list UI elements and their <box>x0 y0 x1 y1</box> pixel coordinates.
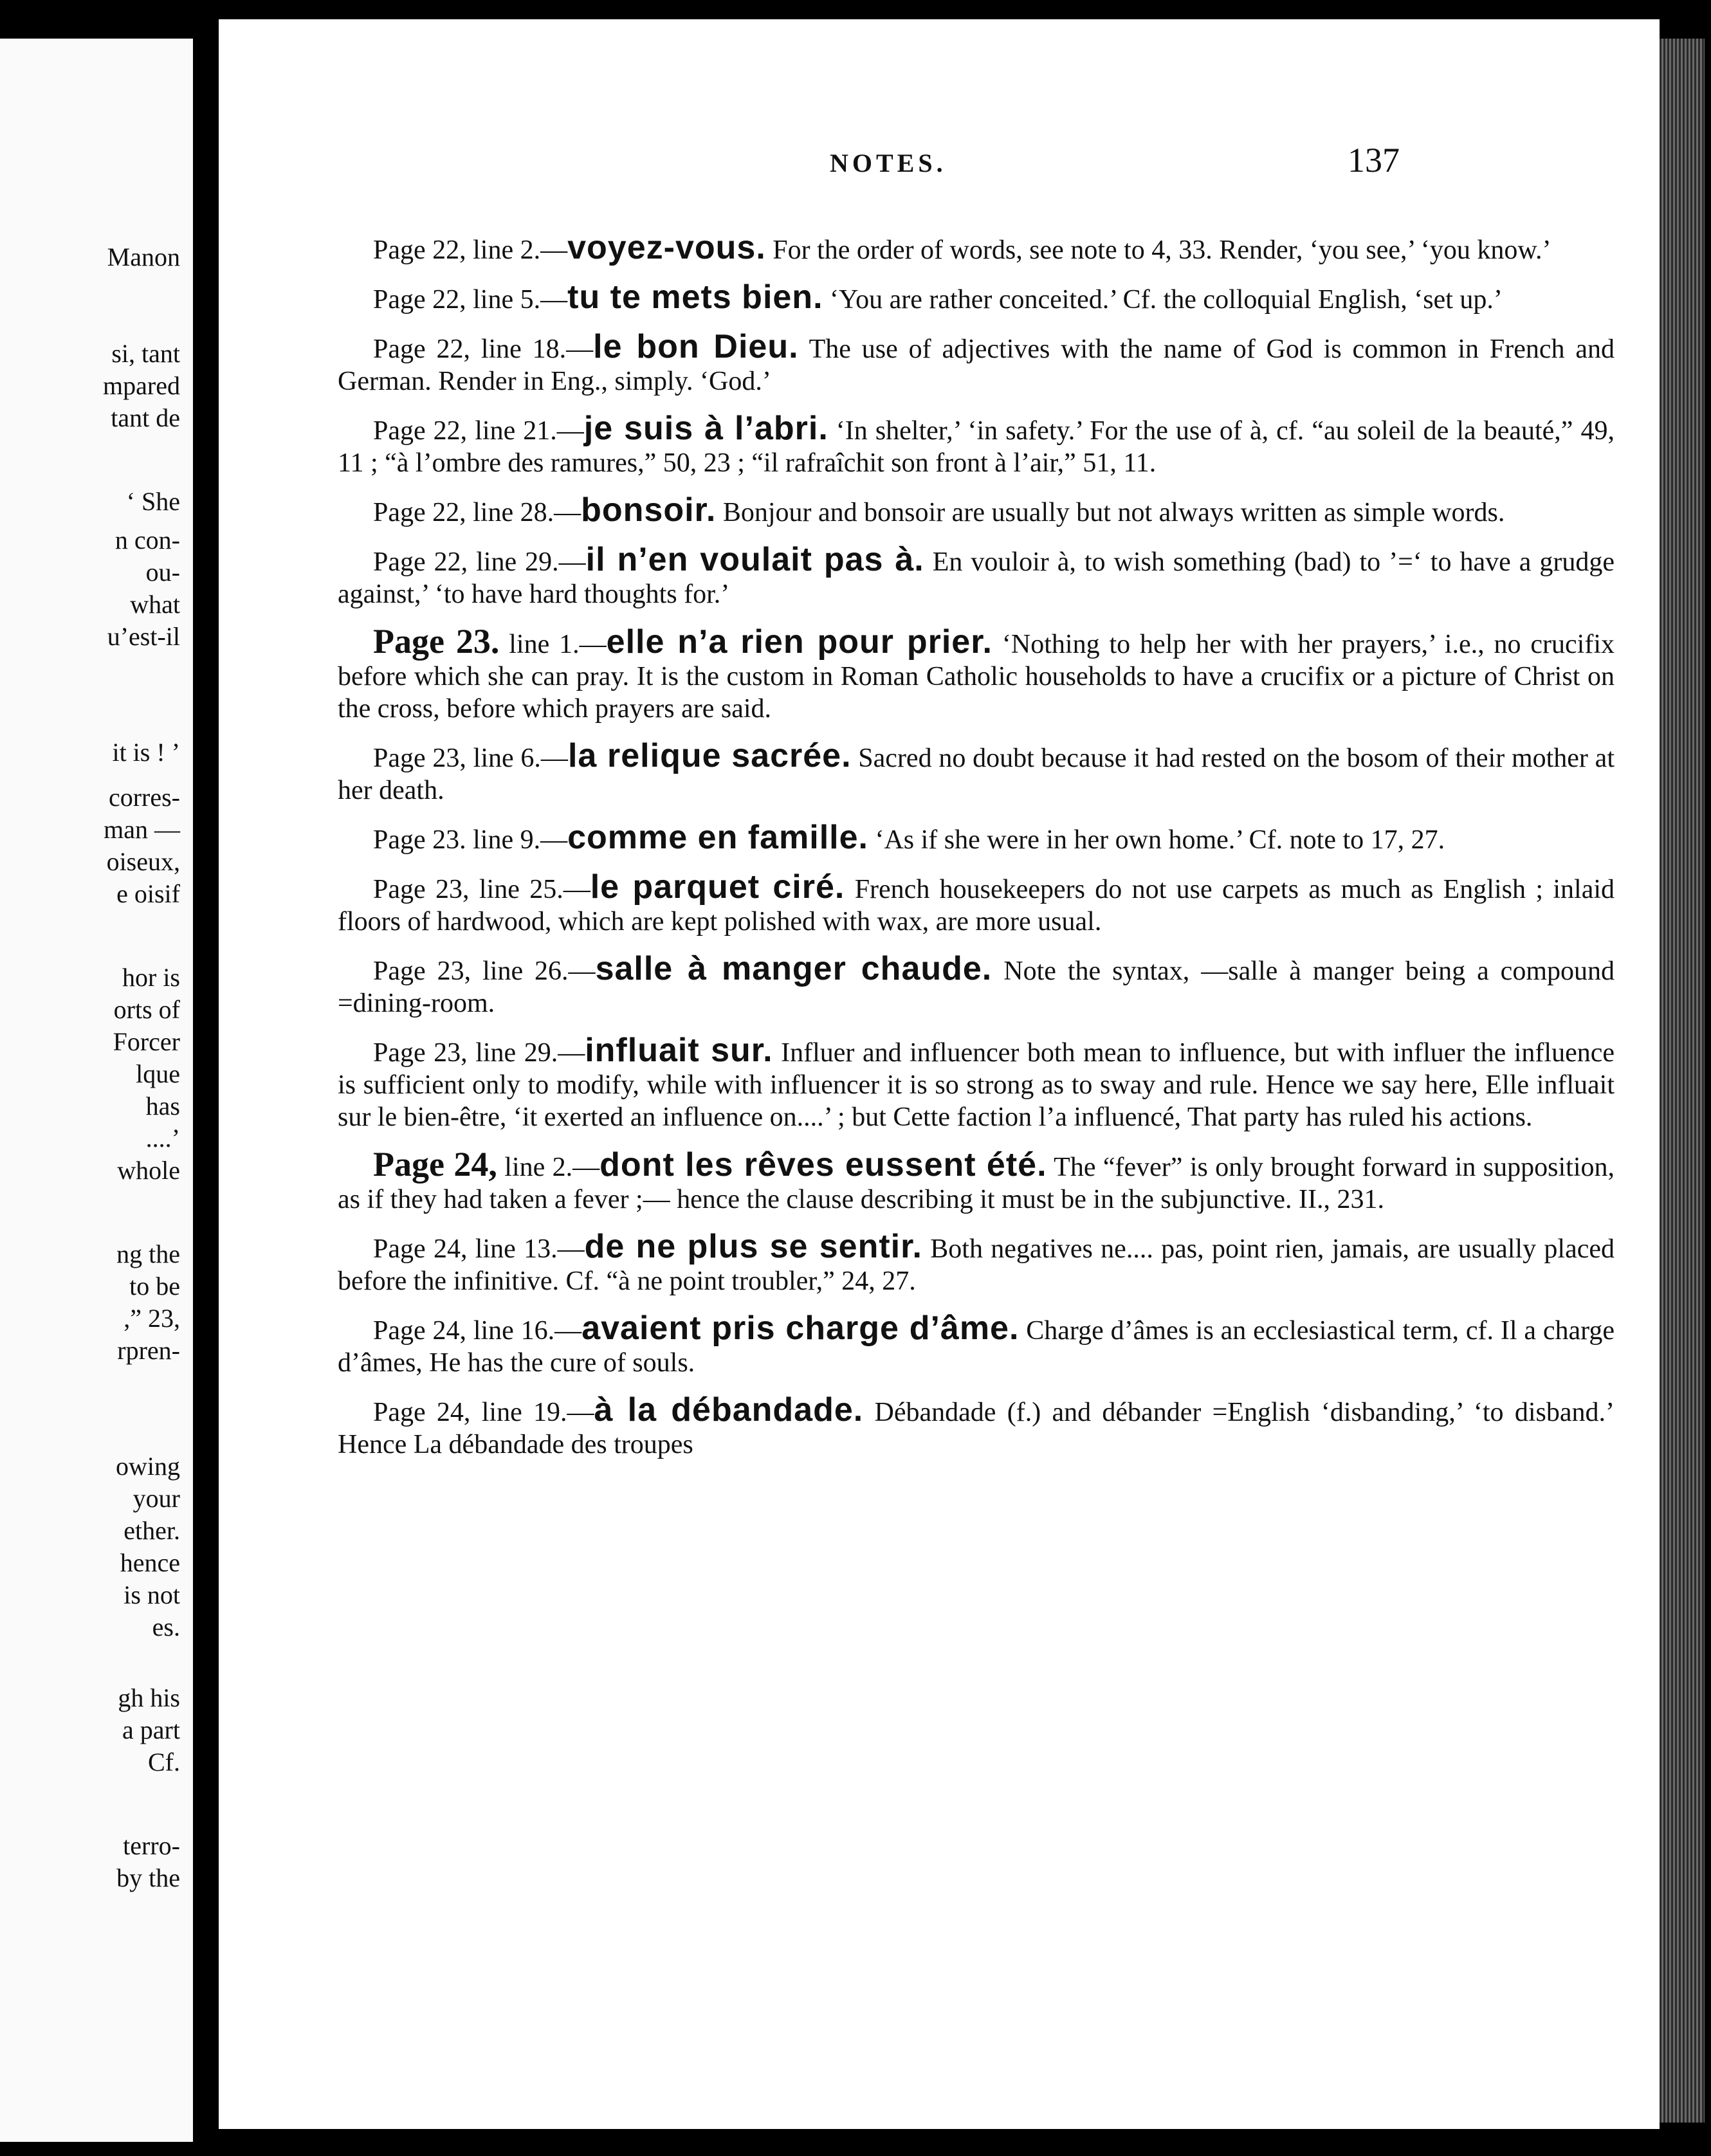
note-headword: comme en famille. <box>567 819 868 856</box>
previous-page-fragment: Cf. <box>148 1748 180 1777</box>
previous-page-fragment: to be <box>129 1272 180 1301</box>
previous-page-fragment: u’est-il <box>107 622 180 651</box>
note-headword: je suis à l’abri. <box>583 410 828 447</box>
note-text: Débandade (f.) and débander =English ‘disbanding,’ ‘to disband.’ Hence La débandade des troupes <box>338 1398 1615 1459</box>
note-entry <box>338 1230 1615 1297</box>
note-text: The “fever” is only brought forward in supposition, as if they had taken a fever ;— hence the clause describing it must be in the subjunctive. II., 231. <box>338 1153 1615 1214</box>
book-gutter <box>193 0 219 2156</box>
note-reference: Page 23. <box>373 622 500 661</box>
note-reference: Page 22, line 5.— <box>373 285 568 315</box>
note-entry <box>338 541 1615 610</box>
note-entry <box>338 868 1615 938</box>
book-page <box>219 19 1660 2129</box>
previous-page-fragment: is not <box>124 1580 180 1609</box>
note-headword: de ne plus se sentir. <box>584 1228 922 1265</box>
note-text: En vouloir à, to wish something (bad) to ’=‘ to have a grudge against,’ ‘to have hard thoughts for.’ <box>338 547 1615 609</box>
note-reference: Page 23, line 6.— <box>373 744 568 773</box>
note-entry <box>338 1034 1615 1133</box>
page-header <box>219 141 1660 193</box>
previous-page-fragment: ou- <box>145 558 180 587</box>
note-reference: Page 23. line 9.— <box>373 825 568 855</box>
previous-page-fragment: your <box>133 1484 180 1513</box>
note-text: Charge d’âmes is an ecclesiastical term, cf. Il a charge d’âmes, He has the cure of souls. <box>338 1316 1615 1378</box>
previous-page-fragment: what <box>130 590 180 619</box>
running-head: NOTES. <box>830 149 947 178</box>
previous-page-fragment: has <box>145 1092 180 1120</box>
note-entry <box>338 950 1615 1019</box>
note-headword: tu te mets bien. <box>567 279 823 316</box>
previous-page-fragment: e oisif <box>116 879 180 908</box>
previous-page-fragment: mpared <box>103 371 180 400</box>
note-headword: dont les rêves eussent été. <box>599 1146 1047 1183</box>
note-entry <box>338 737 1615 807</box>
note-headword: elle n’a rien pour prier. <box>606 623 993 661</box>
previous-page-fragment: ‘ She <box>126 487 180 516</box>
previous-page-fragment: owing <box>116 1452 180 1481</box>
note-text: Sacred no doubt because it had rested on the bosom of their mother at her death. <box>338 744 1615 805</box>
note-text: ‘As if she were in her own home.’ Cf. note to 17, 27. <box>868 825 1445 855</box>
note-entry <box>338 622 1615 725</box>
note-headword: avaient pris charge d’âme. <box>581 1310 1020 1347</box>
previous-page-fragment: by the <box>116 1863 180 1892</box>
previous-page-fragment: man — <box>104 815 180 844</box>
previous-page-fragment: Forcer <box>113 1027 180 1056</box>
note-entry <box>338 821 1615 856</box>
previous-page-fragment: rpren- <box>117 1336 180 1365</box>
note-reference-line: line 2.— <box>497 1153 600 1182</box>
note-text: Both negatives ne.... pas, point rien, jamais, are usually placed before the infinitive. Cf. “à ne point troubler,” 24, 27. <box>338 1234 1615 1296</box>
note-headword: la relique sacrée. <box>567 737 852 774</box>
note-entry <box>338 1312 1615 1379</box>
previous-page-fragment: whole <box>117 1156 180 1185</box>
previous-page-fragment: lque <box>136 1059 180 1088</box>
previous-page-margin <box>0 39 193 2142</box>
note-entry <box>338 412 1615 479</box>
note-reference: Page 22, line 18.— <box>373 334 594 364</box>
note-entry <box>338 229 1615 266</box>
previous-page-fragment: gh his <box>118 1683 180 1712</box>
previous-page-fragment: es. <box>152 1612 180 1641</box>
note-reference: Page 22, line 29.— <box>373 547 586 577</box>
note-headword: le bon Dieu. <box>593 328 799 365</box>
notes-list <box>338 229 1615 1475</box>
previous-page-fragment: corres- <box>108 783 180 812</box>
previous-page-fragment: tant de <box>111 403 180 432</box>
note-entry <box>338 328 1615 397</box>
previous-page-fragment: si, tant <box>111 339 180 368</box>
note-headword: il n’en voulait pas à. <box>585 541 924 578</box>
note-reference: Page 24, line 16.— <box>373 1316 582 1346</box>
note-reference: Page 24, line 19.— <box>373 1398 594 1427</box>
note-reference: Page 24, <box>373 1145 497 1183</box>
note-reference: Page 22, line 2.— <box>373 235 568 265</box>
previous-page-fragment: ....’ <box>145 1124 180 1153</box>
note-entry <box>338 1145 1615 1216</box>
previous-page-fragment: ,” 23, <box>124 1304 180 1333</box>
note-reference-line: line 1.— <box>499 630 607 659</box>
previous-page-fragment: it is ! ’ <box>112 738 180 767</box>
note-headword: influait sur. <box>585 1032 773 1069</box>
note-reference: Page 22, line 21.— <box>373 416 584 446</box>
note-entry <box>338 281 1615 316</box>
previous-page-fragment: ng the <box>116 1239 180 1268</box>
note-reference: Page 24, line 13.— <box>373 1234 585 1264</box>
previous-page-fragment: hence <box>120 1548 180 1577</box>
note-text: French housekeepers do not use carpets as much as English ; inlaid floors of hardwood, which are kept polished with wax, are more usual. <box>338 875 1615 936</box>
note-text: The use of adjectives with the name of God is common in French and German. Render in Eng., simply. ‘God.’ <box>338 334 1615 396</box>
note-headword: le parquet ciré. <box>590 868 845 906</box>
note-text: For the order of words, see note to 4, 33. Render, ‘you see,’ ‘you know.’ <box>765 235 1551 265</box>
previous-page-fragment: a part <box>122 1715 180 1744</box>
note-entry <box>338 491 1615 529</box>
previous-page-fragment: terro- <box>123 1831 180 1860</box>
note-text: Influer and influencer both mean to influence, but with influer the influence is sufficient only to modify, while with influencer it is so strong as to sway and rule. Hence we say here, Elle influait sur le bien-être, ‘it exerted an influence on....’ ; but Cette faction l’a influencé, That party has ruled his actions. <box>338 1038 1615 1132</box>
note-reference: Page 23, line 25.— <box>373 875 590 904</box>
note-reference: Page 23, line 26.— <box>373 956 596 986</box>
note-text: ‘You are rather conceited.’ Cf. the colloquial English, ‘set up.’ <box>823 285 1503 315</box>
note-reference: Page 22, line 28.— <box>373 498 581 527</box>
page-edges <box>1660 39 1705 2123</box>
previous-page-fragment: Manon <box>107 242 180 271</box>
previous-page-fragment: n con- <box>114 525 180 554</box>
note-reference: Page 23, line 29.— <box>373 1038 585 1068</box>
note-text: ‘Nothing to help her with her prayers,’ i.e., no crucifix before which she can pray. It is the custom in Roman Catholic households to have a crucifix or a picture of Christ on the cross, before which prayers are said. <box>338 630 1615 724</box>
previous-page-fragment: orts of <box>113 995 180 1024</box>
previous-page-fragment: hor is <box>122 963 180 992</box>
page-number: 137 <box>1348 141 1400 179</box>
note-headword: voyez-vous. <box>567 229 766 266</box>
previous-page-fragment: oiseux, <box>106 847 180 876</box>
note-headword: salle à manger chaude. <box>595 950 993 987</box>
note-text: Bonjour and bonsoir are usually but not always written as simple words. <box>716 498 1505 527</box>
previous-page-fragment: ether. <box>124 1516 180 1545</box>
note-entry <box>338 1391 1615 1461</box>
note-text: ‘In shelter,’ ‘in safety.’ For the use of à, cf. “au soleil de la beauté,” 49, 11 ; “à l’ombre des ramures,” 50, 23 ; “il rafraîchit son front à l’air,” 51, 11. <box>338 416 1615 478</box>
note-headword: bonsoir. <box>581 491 717 529</box>
note-text: Note the syntax, —salle à manger being a compound =dining-room. <box>338 956 1615 1018</box>
note-headword: à la débandade. <box>594 1391 864 1429</box>
